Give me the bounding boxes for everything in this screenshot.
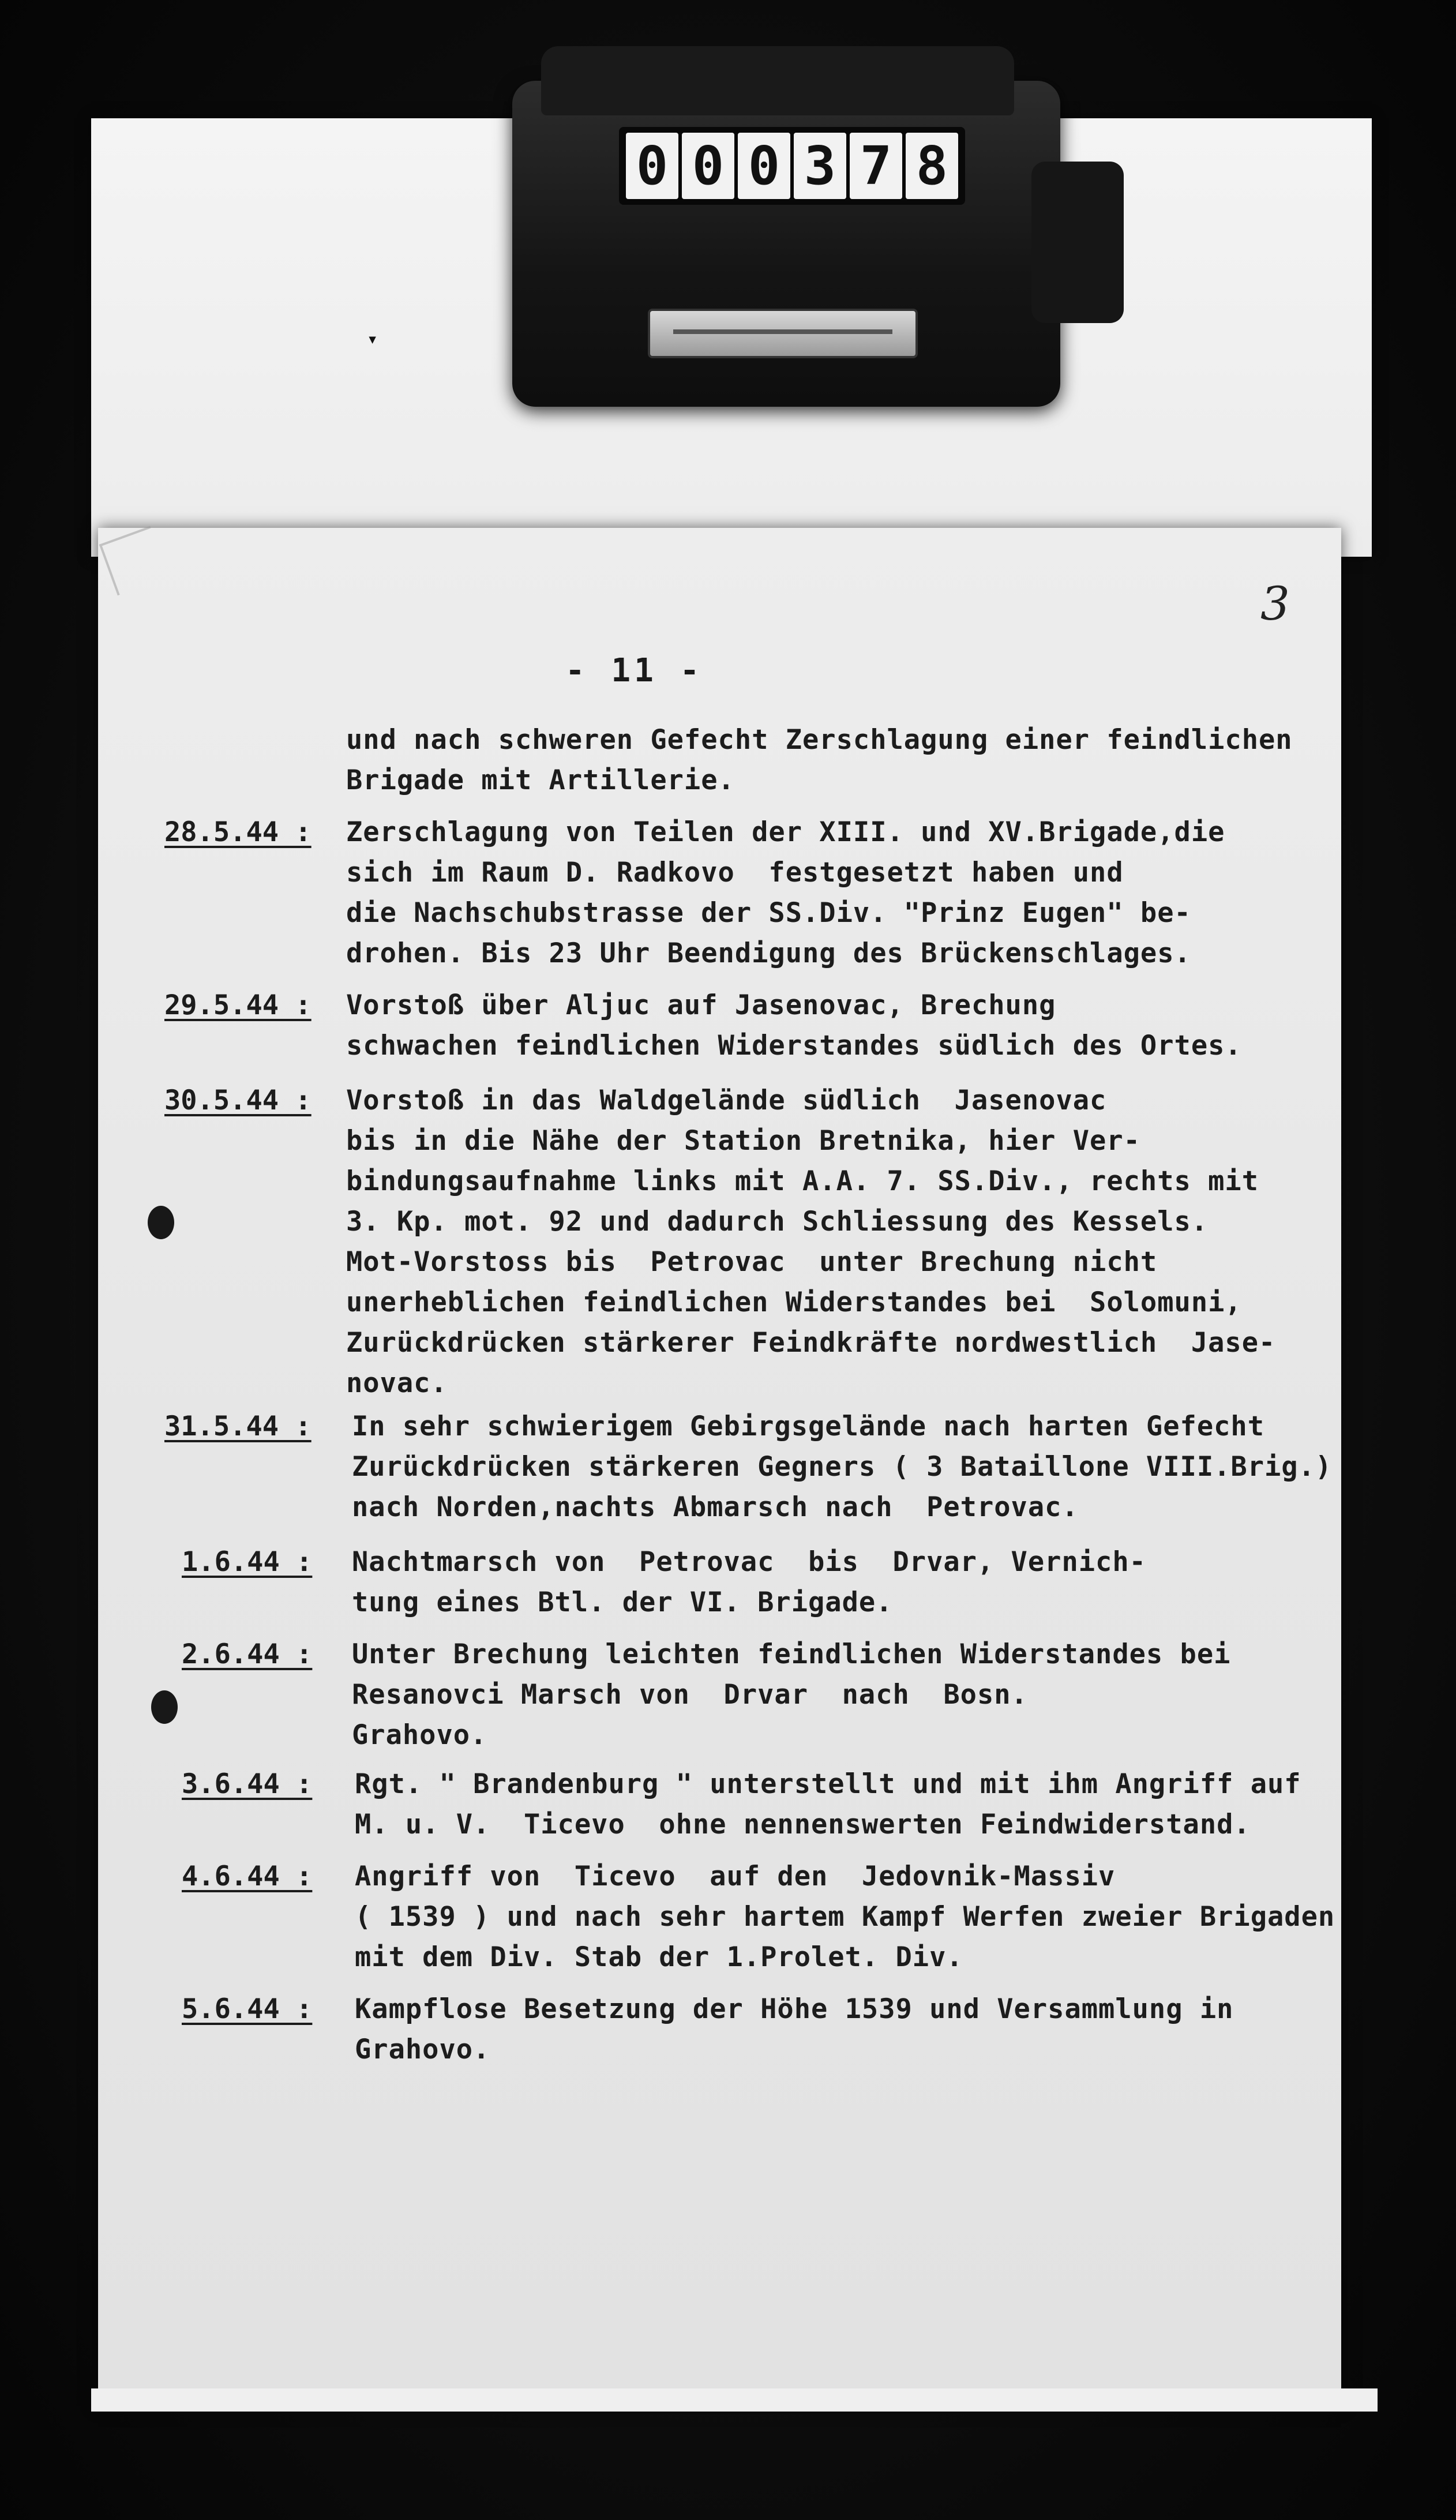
page-heading: - 11 - bbox=[565, 652, 703, 689]
lower-card-edge bbox=[91, 2388, 1378, 2412]
punch-hole bbox=[148, 1206, 174, 1239]
counter-knob bbox=[1031, 162, 1124, 323]
counter-digit: 8 bbox=[906, 133, 958, 199]
punch-hole bbox=[151, 1690, 178, 1724]
counter-digit: 0 bbox=[738, 133, 790, 199]
entry-date: 31.5.44 : bbox=[164, 1411, 312, 1442]
counter-display bbox=[619, 127, 965, 205]
entry-date: 4.6.44 : bbox=[182, 1861, 313, 1892]
entry-line: schwachen feindlichen Widerstandes südlich des Ortes. bbox=[346, 1030, 1242, 1062]
entry-line: In sehr schwierigem Gebirgsgelände nach harten Gefecht bbox=[352, 1411, 1265, 1442]
entry-line: Grahovo. bbox=[355, 2034, 490, 2065]
entry-line: bis in die Nähe der Station Bretnika, hier Ver- bbox=[346, 1125, 1140, 1157]
entry-line: die Nachschubstrasse der SS.Div. "Prinz Eugen" be- bbox=[346, 897, 1191, 929]
entry-date: 29.5.44 : bbox=[164, 989, 312, 1021]
counter-plate bbox=[648, 309, 918, 358]
counter-digit: 3 bbox=[794, 133, 846, 199]
counter-top bbox=[541, 46, 1014, 115]
entry-date: 5.6.44 : bbox=[182, 1993, 313, 2025]
entry-line: Nachtmarsch von Petrovac bis Drvar, Vernich- bbox=[352, 1546, 1146, 1578]
entry-line: sich im Raum D. Radkovo festgesetzt haben und bbox=[346, 857, 1124, 888]
counter-digit: 7 bbox=[850, 133, 902, 199]
entry-line: Zerschlagung von Teilen der XIII. und XV.Brigade,die bbox=[346, 816, 1225, 848]
intro-line: und nach schweren Gefecht Zerschlagung einer feindlichen bbox=[346, 724, 1293, 756]
entry-line: ( 1539 ) und nach sehr hartem Kampf Werfen zweier Brigaden bbox=[355, 1901, 1335, 1933]
entry-line: drohen. Bis 23 Uhr Beendigung des Brückenschlages. bbox=[346, 937, 1191, 969]
entry-line: Vorstoß in das Waldgelände südlich Jasenovac bbox=[346, 1085, 1107, 1116]
entry-line: novac. bbox=[346, 1367, 448, 1399]
entry-date: 3.6.44 : bbox=[182, 1768, 313, 1800]
entry-line: Zurückdrücken stärkeren Gegners ( 3 Bataillone VIII.Brig.) bbox=[352, 1451, 1333, 1483]
entry-line: Angriff von Ticevo auf den Jedovnik-Massiv bbox=[355, 1861, 1116, 1892]
entry-date: 2.6.44 : bbox=[182, 1638, 313, 1670]
counter-digit: 0 bbox=[626, 133, 678, 199]
entry-line: Grahovo. bbox=[352, 1719, 487, 1751]
entry-date: 30.5.44 : bbox=[164, 1085, 312, 1116]
entry-line: mit dem Div. Stab der 1.Prolet. Div. bbox=[355, 1941, 963, 1973]
entry-date: 1.6.44 : bbox=[182, 1546, 313, 1578]
entry-line: Zurückdrücken stärkerer Feindkräfte nordwestlich Jase- bbox=[346, 1327, 1276, 1359]
entry-line: Mot-Vorstoss bis Petrovac unter Brechung nicht bbox=[346, 1246, 1158, 1278]
handwritten-page-number: 3 bbox=[1260, 577, 1290, 631]
entry-line: 3. Kp. mot. 92 und dadurch Schliessung des Kessels. bbox=[346, 1206, 1209, 1238]
entry-line: Vorstoß über Aljuc auf Jasenovac, Brechung bbox=[346, 989, 1056, 1021]
intro-line: Brigade mit Artillerie. bbox=[346, 764, 735, 796]
frame-counter bbox=[512, 81, 1060, 407]
entry-line: tung eines Btl. der VI. Brigade. bbox=[352, 1587, 893, 1618]
small-mark: ▾ bbox=[367, 328, 378, 350]
entry-line: nach Norden,nachts Abmarsch nach Petrovac. bbox=[352, 1491, 1079, 1523]
counter-digit: 0 bbox=[682, 133, 734, 199]
entry-line: Kampflose Besetzung der Höhe 1539 und Versammlung in bbox=[355, 1993, 1234, 2025]
entry-line: bindungsaufnahme links mit A.A. 7. SS.Div., rechts mit bbox=[346, 1165, 1259, 1197]
entry-line: unerheblichen feindlichen Widerstandes bei Solomuni, bbox=[346, 1287, 1242, 1318]
entry-line: Resanovci Marsch von Drvar nach Bosn. bbox=[352, 1679, 1028, 1711]
entry-line: Rgt. " Brandenburg " unterstellt und mit ihm Angriff auf bbox=[355, 1768, 1301, 1800]
entry-date: 28.5.44 : bbox=[164, 816, 312, 848]
entry-line: Unter Brechung leichten feindlichen Widerstandes bei bbox=[352, 1638, 1231, 1670]
entry-line: M. u. V. Ticevo ohne nennenswerten Feindwiderstand. bbox=[355, 1809, 1251, 1840]
